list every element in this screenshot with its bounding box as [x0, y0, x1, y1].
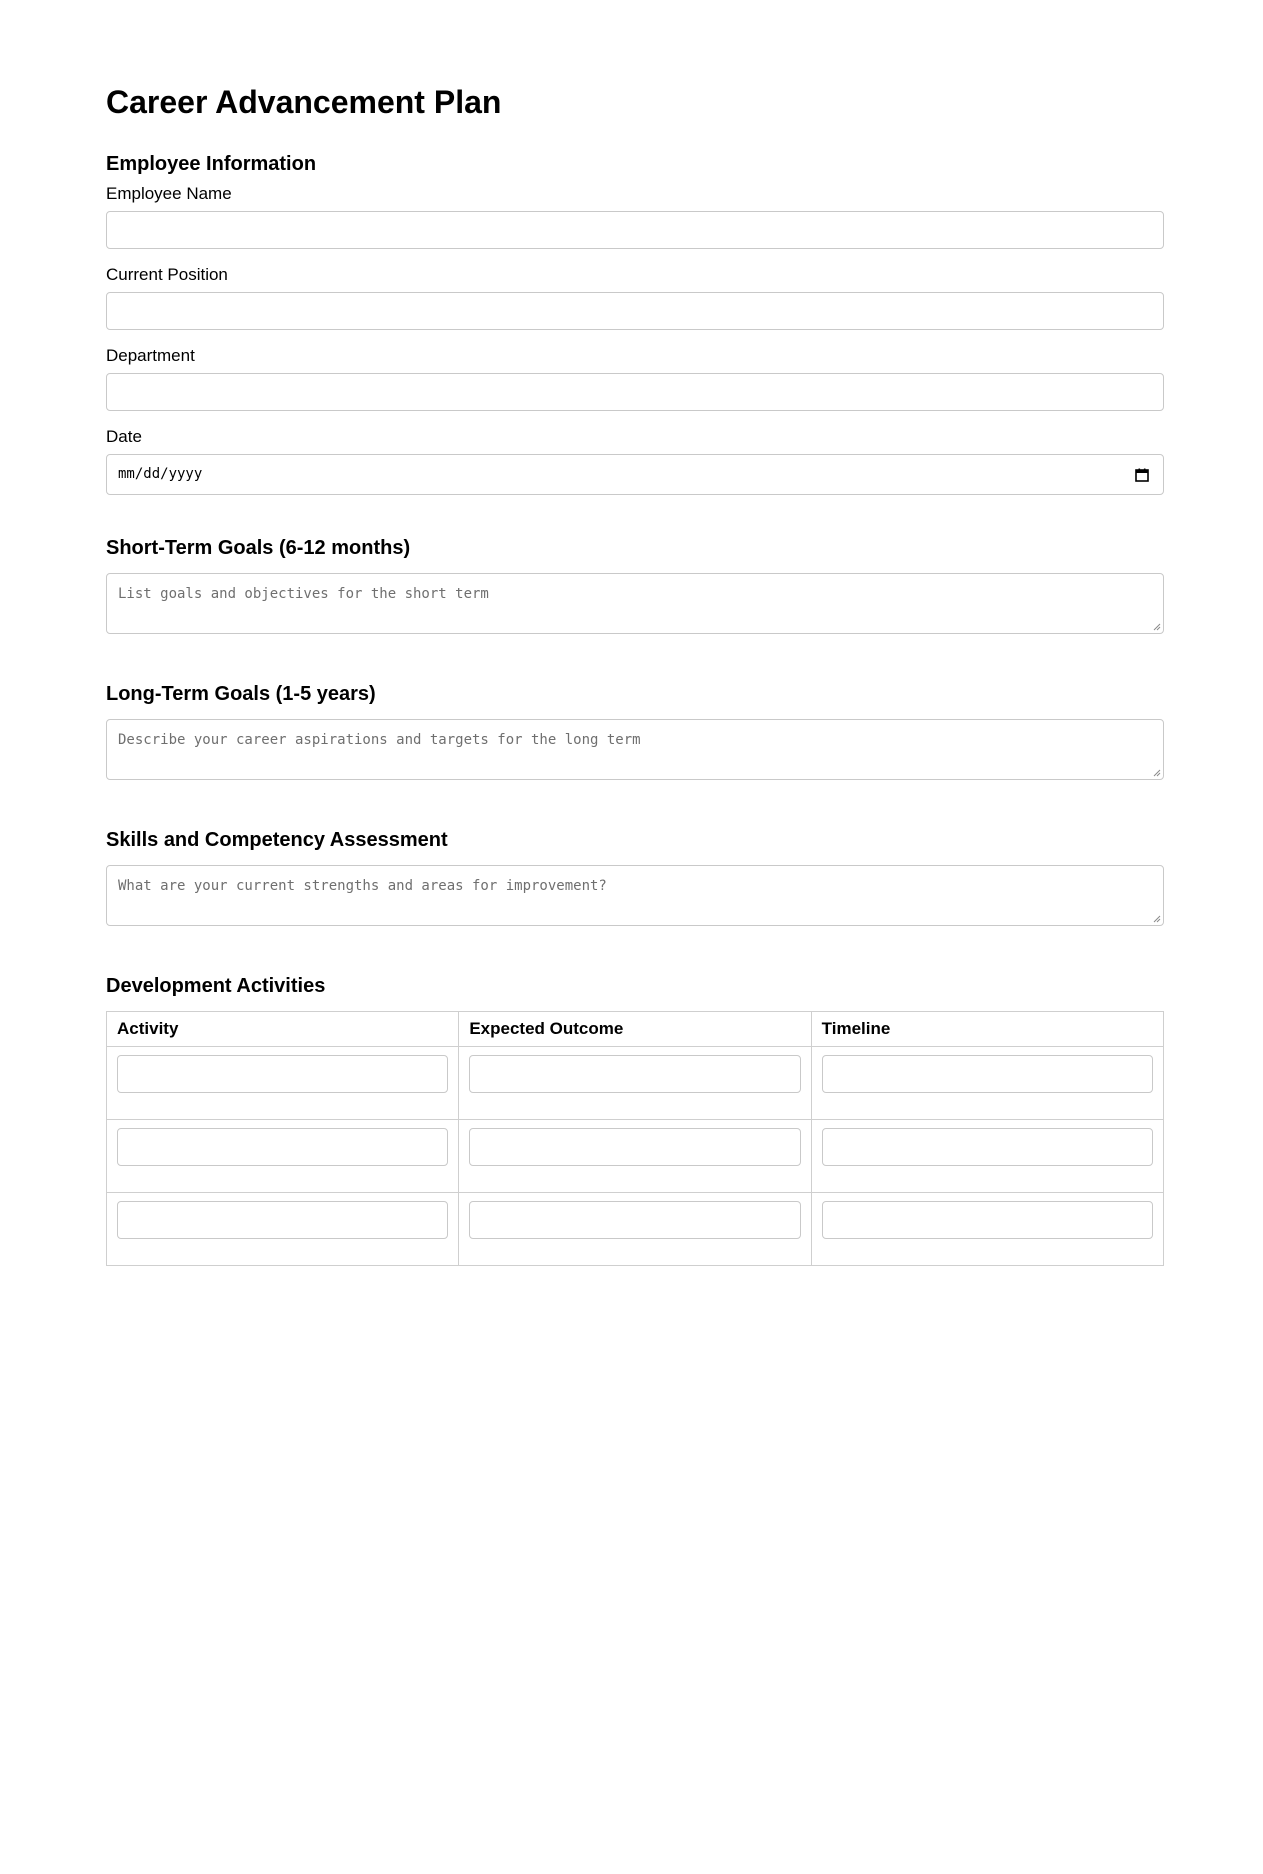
activity-input[interactable]	[117, 1128, 448, 1166]
resize-handle-icon[interactable]	[1153, 915, 1161, 923]
short-term-goals-heading: Short-Term Goals (6-12 months)	[106, 537, 411, 559]
employee-name-input[interactable]	[106, 211, 1164, 249]
table-cell	[107, 1193, 459, 1266]
page-title: Career Advancement Plan	[106, 84, 502, 120]
long-term-goals-textarea[interactable]	[106, 719, 1164, 780]
timeline-input[interactable]	[822, 1055, 1153, 1093]
column-header-expected-outcome: Expected Outcome	[459, 1012, 811, 1047]
current-position-label: Current Position	[106, 265, 228, 284]
calendar-icon[interactable]	[1135, 468, 1149, 482]
table-cell	[459, 1120, 811, 1193]
development-activities-table	[106, 1011, 1164, 1266]
long-term-goals-heading: Long-Term Goals (1-5 years)	[106, 683, 376, 705]
expected-outcome-input[interactable]	[469, 1055, 800, 1093]
timeline-input[interactable]	[822, 1201, 1153, 1239]
activity-input[interactable]	[117, 1055, 448, 1093]
date-input[interactable]	[106, 454, 1164, 495]
department-label: Department	[106, 346, 195, 365]
skills-assessment-textarea[interactable]	[106, 865, 1164, 926]
table-cell	[811, 1047, 1163, 1120]
column-header-activity: Activity	[107, 1012, 459, 1047]
table-cell	[459, 1193, 811, 1266]
table-cell	[107, 1047, 459, 1120]
table-row	[107, 1047, 1164, 1120]
table-cell	[459, 1047, 811, 1120]
expected-outcome-input[interactable]	[469, 1128, 800, 1166]
table-cell	[811, 1120, 1163, 1193]
date-label: Date	[106, 427, 142, 446]
skills-assessment-placeholder: What are your current strengths and areas for improvement?	[118, 878, 607, 894]
timeline-input[interactable]	[822, 1128, 1153, 1166]
department-input[interactable]	[106, 373, 1164, 411]
long-term-goals-placeholder: Describe your career aspirations and targets for the long term	[118, 732, 641, 748]
employee-info-heading: Employee Information	[106, 153, 317, 175]
development-activities-heading: Development Activities	[106, 975, 326, 997]
short-term-goals-textarea[interactable]	[106, 573, 1164, 634]
table-cell	[107, 1120, 459, 1193]
table-header-row	[107, 1012, 1164, 1047]
short-term-goals-placeholder: List goals and objectives for the short term	[118, 586, 489, 602]
resize-handle-icon[interactable]	[1153, 623, 1161, 631]
skills-assessment-heading: Skills and Competency Assessment	[106, 829, 448, 851]
expected-outcome-input[interactable]	[469, 1201, 800, 1239]
activity-input[interactable]	[117, 1201, 448, 1239]
resize-handle-icon[interactable]	[1153, 769, 1161, 777]
current-position-input[interactable]	[106, 292, 1164, 330]
date-placeholder: mm/dd/yyyy	[118, 466, 203, 482]
employee-name-label: Employee Name	[106, 184, 232, 203]
table-row	[107, 1120, 1164, 1193]
table-cell	[811, 1193, 1163, 1266]
table-row	[107, 1193, 1164, 1266]
column-header-timeline: Timeline	[811, 1012, 1163, 1047]
